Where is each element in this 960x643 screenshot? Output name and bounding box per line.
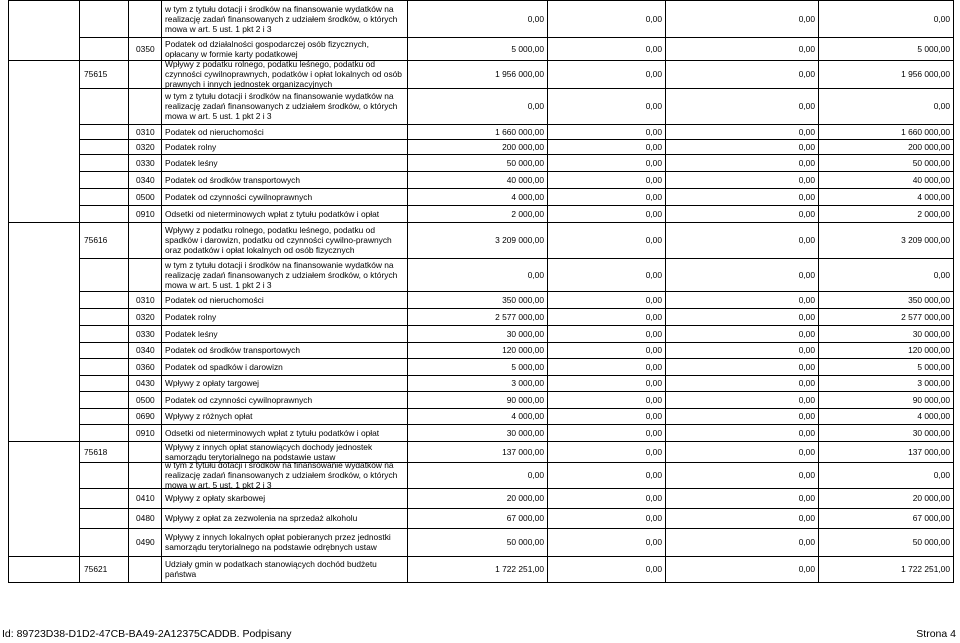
- value-v1: 20 000,00: [506, 493, 544, 503]
- hline-row: [79, 508, 954, 509]
- row-description: samorządu terytorialnego na podstawie odrębnych ustaw: [165, 542, 377, 552]
- value-v3: 0,00: [798, 69, 815, 79]
- page-number: Strona 4: [916, 628, 956, 640]
- hline-row: [79, 391, 954, 392]
- row-description: Podatek od działalności gospodarczej osób fizycznych,: [165, 39, 369, 49]
- value-v2: 0,00: [645, 295, 662, 305]
- value-v3: 0,00: [798, 235, 815, 245]
- row-description: mowa w art. 5 ust. 1 pkt 2 i 3: [165, 24, 272, 34]
- hline-row: [79, 358, 954, 359]
- row-description: Podatek leśny: [165, 329, 218, 339]
- paragraph-code: 0310: [136, 295, 155, 305]
- hline-row: [8, 60, 954, 61]
- value-v4: 50 000,00: [912, 158, 950, 168]
- paragraph-code: 0340: [136, 345, 155, 355]
- row-description: realizację zadań finansowanych z udziałem środków, o których: [165, 14, 398, 24]
- row-description: Wpływy z podatku rolnego, podatku leśnego, podatku od: [165, 225, 375, 235]
- row-description: czynności cywilnoprawnych, podatków i opłat lokalnych od osób: [165, 69, 402, 79]
- hline-row: [79, 291, 954, 292]
- value-v2: 0,00: [645, 44, 662, 54]
- hline-row: [79, 37, 954, 38]
- value-v2: 0,00: [645, 493, 662, 503]
- hline-row: [79, 342, 954, 343]
- row-description: realizację zadań finansowanych z udziałem środków, o których: [165, 470, 398, 480]
- value-v4: 0,00: [933, 14, 950, 24]
- value-v2: 0,00: [645, 564, 662, 574]
- value-v1: 0,00: [527, 14, 544, 24]
- hline-row: [79, 124, 954, 125]
- paragraph-code: 0320: [136, 142, 155, 152]
- value-v4: 30 000,00: [912, 329, 950, 339]
- hline-row: [79, 308, 954, 309]
- row-description: realizację zadań finansowanych z udziałem środków, o których: [165, 270, 398, 280]
- paragraph-code: 0330: [136, 158, 155, 168]
- paragraph-code: 0350: [136, 44, 155, 54]
- value-v3: 0,00: [798, 428, 815, 438]
- row-description: Podatek od środków transportowych: [165, 345, 301, 355]
- value-v4: 0,00: [933, 270, 950, 280]
- value-v2: 0,00: [645, 345, 662, 355]
- value-v4: 0,00: [933, 470, 950, 480]
- value-v3: 0,00: [798, 158, 815, 168]
- hline-row: [8, 556, 954, 557]
- value-v4: 1 722 251,00: [901, 564, 950, 574]
- value-v4: 2 577 000,00: [901, 312, 950, 322]
- value-v2: 0,00: [645, 312, 662, 322]
- value-v2: 0,00: [645, 175, 662, 185]
- value-v4: 1 956 000,00: [901, 69, 950, 79]
- hline-row: [79, 171, 954, 172]
- value-v4: 0,00: [933, 101, 950, 111]
- value-v1: 4 000,00: [511, 411, 544, 421]
- value-v2: 0,00: [645, 192, 662, 202]
- value-v3: 0,00: [798, 101, 815, 111]
- value-v1: 137 000,00: [502, 447, 544, 457]
- row-description: Podatek od czynności cywilnoprawnych: [165, 395, 313, 405]
- value-v2: 0,00: [645, 142, 662, 152]
- value-v1: 5 000,00: [511, 362, 544, 372]
- paragraph-code: 0500: [136, 192, 155, 202]
- value-v2: 0,00: [645, 411, 662, 421]
- value-v4: 5 000,00: [917, 44, 950, 54]
- value-v4: 350 000,00: [908, 295, 950, 305]
- paragraph-code: 0490: [136, 537, 155, 547]
- hline-row: [8, 582, 954, 583]
- hline-row: [79, 528, 954, 529]
- value-v2: 0,00: [645, 470, 662, 480]
- row-description: Wpływy z różnych opłat: [165, 411, 253, 421]
- value-v4: 50 000,00: [912, 537, 950, 547]
- value-v1: 0,00: [527, 470, 544, 480]
- row-description: Podatek rolny: [165, 312, 217, 322]
- value-v4: 30 000,00: [912, 428, 950, 438]
- value-v1: 67 000,00: [506, 513, 544, 523]
- value-v1: 120 000,00: [502, 345, 544, 355]
- row-description: państwa: [165, 569, 197, 579]
- chapter-code: 75615: [84, 69, 108, 79]
- value-v1: 350 000,00: [502, 295, 544, 305]
- hline-row: [79, 424, 954, 425]
- value-v4: 4 000,00: [917, 411, 950, 421]
- value-v4: 90 000,00: [912, 395, 950, 405]
- value-v1: 200 000,00: [502, 142, 544, 152]
- row-description: Odsetki od nieterminowych wpłat z tytułu podatków i opłat: [165, 428, 380, 438]
- value-v3: 0,00: [798, 14, 815, 24]
- paragraph-code: 0910: [136, 209, 155, 219]
- value-v2: 0,00: [645, 428, 662, 438]
- value-v3: 0,00: [798, 470, 815, 480]
- vline-left: [8, 0, 9, 582]
- paragraph-code: 0500: [136, 395, 155, 405]
- row-description: mowa w art. 5 ust. 1 pkt 2 i 3: [165, 480, 272, 490]
- value-v2: 0,00: [645, 447, 662, 457]
- value-v1: 1 956 000,00: [495, 69, 544, 79]
- value-v1: 0,00: [527, 270, 544, 280]
- value-v4: 5 000,00: [917, 362, 950, 372]
- hline-row: [79, 408, 954, 409]
- value-v4: 137 000,00: [908, 447, 950, 457]
- value-v3: 0,00: [798, 564, 815, 574]
- value-v1: 0,00: [527, 101, 544, 111]
- hline-row: [8, 222, 954, 223]
- value-v2: 0,00: [645, 270, 662, 280]
- value-v3: 0,00: [798, 312, 815, 322]
- value-v3: 0,00: [798, 362, 815, 372]
- row-description: Wpływy z innych opłat stanowiących dochody jednostek: [165, 442, 373, 452]
- value-v3: 0,00: [798, 395, 815, 405]
- value-v4: 2 000,00: [917, 209, 950, 219]
- paragraph-code: 0320: [136, 312, 155, 322]
- row-description: mowa w art. 5 ust. 1 pkt 2 i 3: [165, 111, 272, 121]
- paragraph-code: 0430: [136, 378, 155, 388]
- value-v2: 0,00: [645, 378, 662, 388]
- hline-row: [79, 258, 954, 259]
- value-v1: 1 722 251,00: [495, 564, 544, 574]
- paragraph-code: 0360: [136, 362, 155, 372]
- row-description: w tym z tytułu dotacji i środków na finansowanie wydatków na: [165, 260, 394, 270]
- row-description: mowa w art. 5 ust. 1 pkt 2 i 3: [165, 280, 272, 290]
- value-v3: 0,00: [798, 270, 815, 280]
- paragraph-code: 0480: [136, 513, 155, 523]
- row-description: Wpływy z opłat za zezwolenia na sprzedaż alkoholu: [165, 513, 358, 523]
- value-v2: 0,00: [645, 537, 662, 547]
- value-v4: 20 000,00: [912, 493, 950, 503]
- value-v3: 0,00: [798, 345, 815, 355]
- row-description: w tym z tytułu dotacji i środków na finansowanie wydatków na: [165, 91, 394, 101]
- value-v3: 0,00: [798, 411, 815, 421]
- row-description: Podatek od czynności cywilnoprawnych: [165, 192, 313, 202]
- value-v3: 0,00: [798, 209, 815, 219]
- value-v2: 0,00: [645, 235, 662, 245]
- row-description: Podatek rolny: [165, 142, 217, 152]
- value-v2: 0,00: [645, 69, 662, 79]
- value-v1: 4 000,00: [511, 192, 544, 202]
- value-v4: 4 000,00: [917, 192, 950, 202]
- document-id: Id: 89723D38-D1D2-47CB-BA49-2A12375CADDB. Podpisany: [2, 628, 292, 640]
- value-v4: 67 000,00: [912, 513, 950, 523]
- value-v2: 0,00: [645, 329, 662, 339]
- value-v1: 2 577 000,00: [495, 312, 544, 322]
- row-description: Podatek od środków transportowych: [165, 175, 301, 185]
- row-description: Wpływy z opłaty targowej: [165, 378, 260, 388]
- paragraph-code: 0410: [136, 493, 155, 503]
- hline-row: [79, 325, 954, 326]
- hline-row: [79, 139, 954, 140]
- row-description: Podatek od nieruchomości: [165, 127, 264, 137]
- row-description: Podatek od spadków i darowizn: [165, 362, 283, 372]
- hline-top: [8, 0, 954, 1]
- value-v1: 3 209 000,00: [495, 235, 544, 245]
- value-v1: 50 000,00: [506, 537, 544, 547]
- row-description: Udziały gmin w podatkach stanowiących dochód budżetu: [165, 559, 377, 569]
- value-v3: 0,00: [798, 44, 815, 54]
- hline-row: [79, 375, 954, 376]
- row-description: Wpływy z podatku rolnego, podatku leśnego, podatku od: [165, 59, 375, 69]
- row-description: Podatek od nieruchomości: [165, 295, 264, 305]
- value-v1: 2 000,00: [511, 209, 544, 219]
- row-description: Odsetki od nieterminowych wpłat z tytułu podatków i opłat: [165, 209, 380, 219]
- value-v4: 200 000,00: [908, 142, 950, 152]
- value-v2: 0,00: [645, 513, 662, 523]
- value-v3: 0,00: [798, 142, 815, 152]
- value-v2: 0,00: [645, 395, 662, 405]
- chapter-code: 75618: [84, 447, 108, 457]
- row-description: prawnych i innych jednostek organizacyjnych: [165, 79, 333, 89]
- row-description: w tym z tytułu dotacji i środków na finansowanie wydatków na: [165, 4, 394, 14]
- value-v2: 0,00: [645, 158, 662, 168]
- value-v3: 0,00: [798, 127, 815, 137]
- value-v1: 90 000,00: [506, 395, 544, 405]
- value-v2: 0,00: [645, 101, 662, 111]
- value-v3: 0,00: [798, 329, 815, 339]
- value-v1: 3 000,00: [511, 378, 544, 388]
- hline-row: [79, 154, 954, 155]
- chapter-code: 75621: [84, 564, 108, 574]
- row-description: w tym z tytułu dotacji i środków na finansowanie wydatków na: [165, 460, 394, 470]
- value-v3: 0,00: [798, 295, 815, 305]
- row-description: oraz podatków i opłat lokalnych od osób fizycznych: [165, 245, 355, 255]
- value-v2: 0,00: [645, 127, 662, 137]
- paragraph-code: 0310: [136, 127, 155, 137]
- value-v4: 1 660 000,00: [901, 127, 950, 137]
- value-v4: 3 209 000,00: [901, 235, 950, 245]
- row-description: samorządu terytorialnego na podstawie ustaw: [165, 452, 336, 462]
- hline-row: [79, 188, 954, 189]
- value-v3: 0,00: [798, 192, 815, 202]
- value-v4: 120 000,00: [908, 345, 950, 355]
- value-v1: 1 660 000,00: [495, 127, 544, 137]
- paragraph-code: 0340: [136, 175, 155, 185]
- value-v3: 0,00: [798, 378, 815, 388]
- value-v1: 30 000,00: [506, 428, 544, 438]
- paragraph-code: 0690: [136, 411, 155, 421]
- value-v4: 3 000,00: [917, 378, 950, 388]
- value-v2: 0,00: [645, 362, 662, 372]
- row-description: spadków i darowizn, podatku od czynności cywilno-prawnych: [165, 235, 392, 245]
- paragraph-code: 0330: [136, 329, 155, 339]
- row-description: opłacany w formie karty podatkowej: [165, 49, 298, 59]
- hline-row: [79, 205, 954, 206]
- value-v4: 40 000,00: [912, 175, 950, 185]
- paragraph-code: 0910: [136, 428, 155, 438]
- value-v2: 0,00: [645, 14, 662, 24]
- hline-row: [8, 441, 954, 442]
- value-v1: 30 000,00: [506, 329, 544, 339]
- row-description: Wpływy z innych lokalnych opłat pobieranych przez jednostki: [165, 532, 391, 542]
- row-description: Podatek leśny: [165, 158, 218, 168]
- row-description: Wpływy z opłaty skarbowej: [165, 493, 266, 503]
- value-v3: 0,00: [798, 513, 815, 523]
- value-v1: 40 000,00: [506, 175, 544, 185]
- value-v1: 5 000,00: [511, 44, 544, 54]
- value-v1: 50 000,00: [506, 158, 544, 168]
- value-v3: 0,00: [798, 537, 815, 547]
- value-v3: 0,00: [798, 493, 815, 503]
- chapter-code: 75616: [84, 235, 108, 245]
- value-v3: 0,00: [798, 447, 815, 457]
- row-description: realizację zadań finansowanych z udziałem środków, o których: [165, 101, 398, 111]
- value-v2: 0,00: [645, 209, 662, 219]
- value-v3: 0,00: [798, 175, 815, 185]
